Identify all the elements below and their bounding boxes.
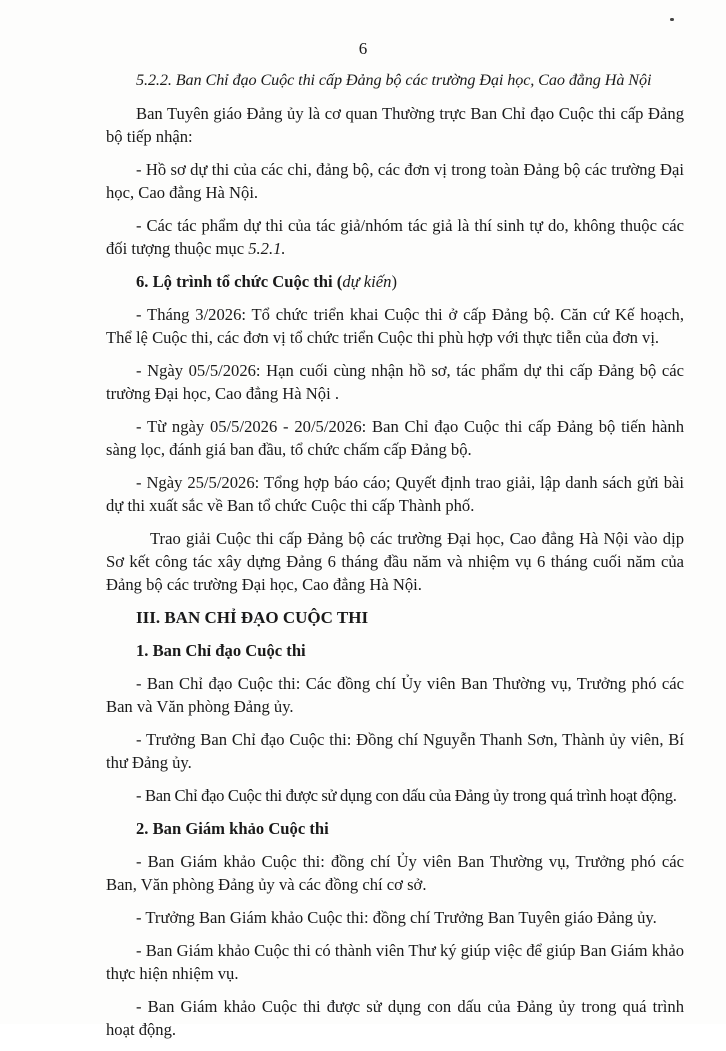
steering-item-members: - Ban Chỉ đạo Cuộc thi: Các đồng chí Ủy viên Ban Thường vụ, Trưởng phó các Ban và Văn phòng Đảng ủy.: [106, 674, 684, 716]
item-application-files: - Hồ sơ dự thi của các chi, đảng bộ, các đơn vị trong toàn Đảng bộ các trường Đại học, Cao đẳng Hà Nội.: [106, 160, 684, 202]
heading-schedule: [106, 270, 684, 293]
section-3-heading: III. BAN CHỈ ĐẠO CUỘC THI: [136, 608, 369, 627]
heading-schedule-text: 6. Lộ trình tổ chức Cuộc thi (: [136, 272, 343, 291]
jury-item-members: - Ban Giám khảo Cuộc thi: đồng chí Ủy viên Ban Thường vụ, Trưởng phó các Ban, Văn phòng Đảng ủy và các đồng chí cơ sở.: [106, 852, 684, 894]
heading-steering-committee: 1. Ban Chỉ đạo Cuộc thi: [136, 641, 306, 660]
heading-schedule-note: dự kiến: [342, 272, 392, 291]
jury-item-head: - Trưởng Ban Giám khảo Cuộc thi: đồng chí Trưởng Ban Tuyên giáo Đảng ủy.: [136, 908, 657, 927]
item-free-entries-ref: 5.2.1.: [248, 239, 286, 258]
page-body: [106, 69, 684, 1051]
item-free-entries: [106, 214, 684, 260]
scan-speck: [670, 18, 674, 21]
section-5-2-2-heading: 5.2.2. Ban Chỉ đạo Cuộc thi cấp Đảng bộ các trường Đại học, Cao đẳng Hà Nội: [136, 71, 652, 89]
jury-item-secretary: - Ban Giám khảo Cuộc thi có thành viên Thư ký giúp việc để giúp Ban Giám khảo thực hiện nhiệm vụ.: [106, 941, 684, 983]
schedule-item-march: - Tháng 3/2026: Tổ chức triển khai Cuộc thi ở cấp Đảng bộ. Căn cứ Kế hoạch, Thể lệ Cuộc thi, các đơn vị tổ chức triển Cuộc thi phù hợp với thực tiễn của đơn vị.: [106, 305, 684, 347]
schedule-item-report: - Ngày 25/5/2026: Tổng hợp báo cáo; Quyết định trao giải, lập danh sách gửi bài dự thi xuất sắc về Ban tổ chức Cuộc thi cấp Thành phố.: [106, 473, 684, 515]
schedule-item-screening: - Từ ngày 05/5/2026 - 20/5/2026: Ban Chỉ đạo Cuộc thi cấp Đảng bộ tiến hành sàng lọc, đánh giá ban đầu, tổ chức chấm cấp Đảng bộ.: [106, 417, 684, 459]
page-number: 6: [358, 39, 368, 58]
heading-schedule-close: ): [391, 272, 397, 291]
heading-jury: 2. Ban Giám khảo Cuộc thi: [136, 819, 329, 838]
paragraph-reception: Ban Tuyên giáo Đảng ủy là cơ quan Thường trực Ban Chỉ đạo Cuộc thi cấp Đảng bộ tiếp nhận:: [106, 104, 684, 146]
paragraph-award-ceremony: Trao giải Cuộc thi cấp Đảng bộ các trường Đại học, Cao đẳng Hà Nội vào dịp Sơ kết công tác xây dựng Đảng 6 tháng đầu năm và nhiệm vụ 6 tháng cuối năm của Đảng bộ các trường Đại học, Cao đẳng Hà Nội.: [106, 529, 684, 594]
steering-item-head: - Trưởng Ban Chỉ đạo Cuộc thi: Đồng chí Nguyễn Thanh Sơn, Thành ủy viên, Bí thư Đảng ủy.: [106, 730, 684, 772]
jury-item-seal: - Ban Giám khảo Cuộc thi được sử dụng con dấu của Đảng ủy trong quá trình hoạt động.: [106, 997, 684, 1039]
schedule-item-deadline: - Ngày 05/5/2026: Hạn cuối cùng nhận hồ sơ, tác phẩm dự thi cấp Đảng bộ các trường Đại học, Cao đẳng Hà Nội .: [106, 361, 684, 403]
steering-item-seal: - Ban Chỉ đạo Cuộc thi được sử dụng con dấu của Đảng ủy trong quá trình hoạt động.: [136, 786, 677, 805]
item-free-entries-text: - Các tác phẩm dự thi của tác giả/nhóm tác giả là thí sinh tự do, không thuộc các đối tượng thuộc mục: [106, 216, 684, 258]
